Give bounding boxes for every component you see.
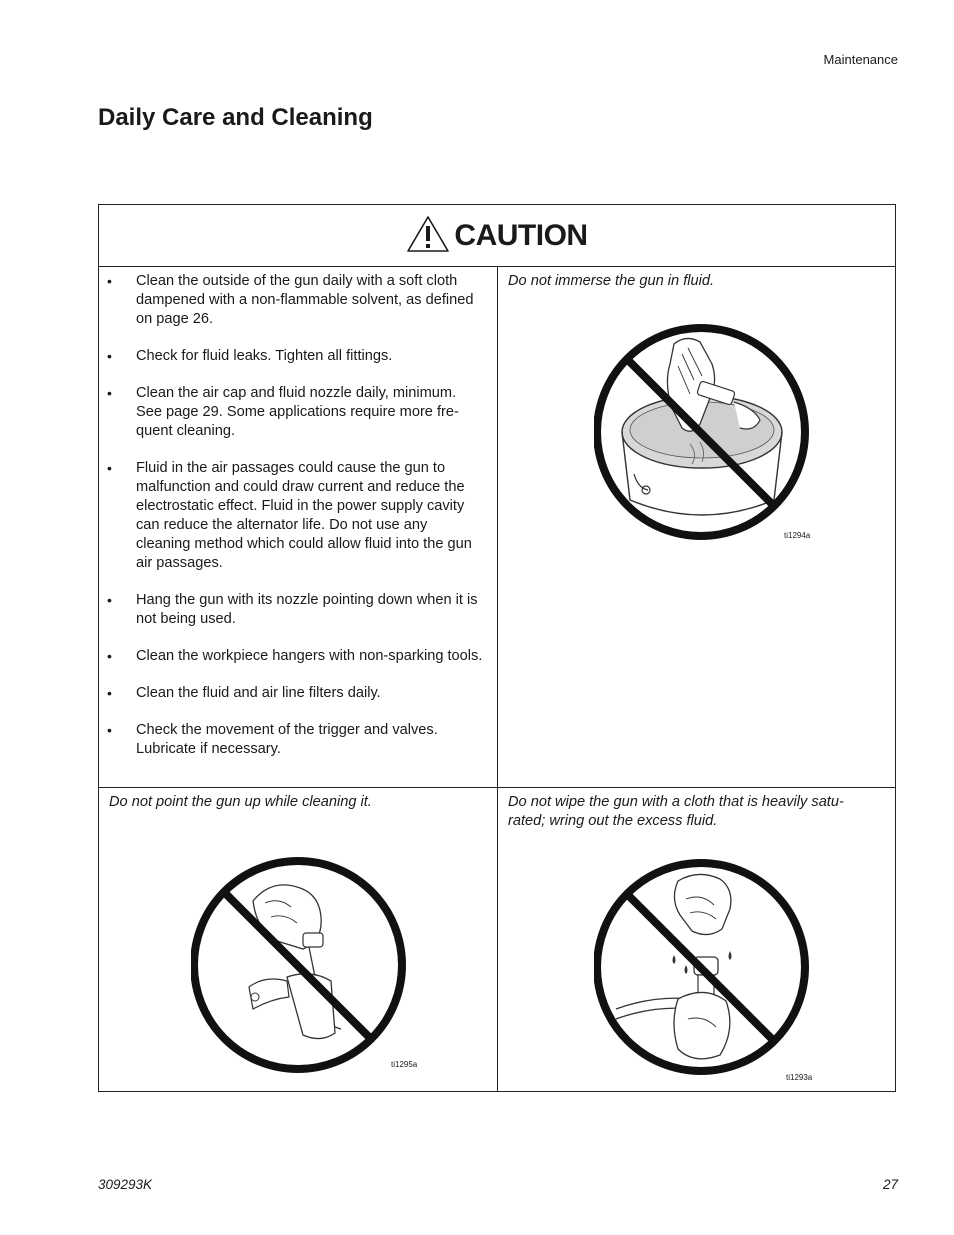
figure-caption: Do not immerse the gun in fluid. (508, 273, 715, 289)
caution-label: CAUTION (454, 218, 588, 252)
list-item: • Hang the gun with its nozzle pointing down when it is not being used. (107, 591, 485, 629)
figure-cell-immerse (498, 266, 895, 788)
list-item: • Clean the workpiece hangers with non-sparking tools. (107, 647, 485, 666)
list-item: • Check for fluid leaks. Tighten all fittings. (107, 347, 485, 366)
caution-instructions-cell (99, 266, 498, 788)
list-item: • Clean the outside of the gun daily with a soft cloth dampened with a non-flammable solvent, as defined on page 26. (107, 272, 485, 329)
figure-caption: Do not wipe the gun with a cloth that is heavily satu-rated; wring out the excess fluid. (508, 794, 844, 829)
caution-box (98, 204, 896, 1092)
no-immerse-gun-icon (594, 324, 814, 544)
caution-bullet-list (107, 272, 485, 777)
running-header: Maintenance (823, 52, 898, 67)
no-gun-pointing-up-icon (191, 857, 411, 1077)
figure-label: ti1295a (391, 1060, 418, 1069)
list-item: • Clean the fluid and air line filters daily. (107, 684, 485, 703)
figure-cell-saturated-cloth (498, 787, 895, 1091)
figure-caption: Do not point the gun up while cleaning it. (109, 794, 372, 810)
list-item: • Check the movement of the trigger and valves. Lubricate if necessary. (107, 721, 485, 759)
warning-triangle-icon (406, 215, 450, 253)
figure-label: ti1293a (786, 1073, 813, 1082)
list-item: • Fluid in the air passages could cause the gun to malfunction and could draw current and reduce the electrostatic effect. Fluid in the power supply cavity can reduce the alternator life. Do not use any cleaning method which could allow fluid into the gun air passages. (107, 459, 485, 573)
no-saturated-cloth-icon (594, 859, 814, 1079)
list-item: • Clean the air cap and fluid nozzle daily, minimum. See page 29. Some applications require more fre-quent cleaning. (107, 384, 485, 441)
figure-label: ti1294a (784, 531, 811, 540)
footer-page-number: 27 (882, 1177, 898, 1192)
caution-heading (99, 205, 895, 267)
figure-cell-point-up (99, 787, 498, 1091)
page-title: Daily Care and Cleaning (98, 104, 373, 131)
footer-doc-number: 309293K (98, 1177, 153, 1192)
